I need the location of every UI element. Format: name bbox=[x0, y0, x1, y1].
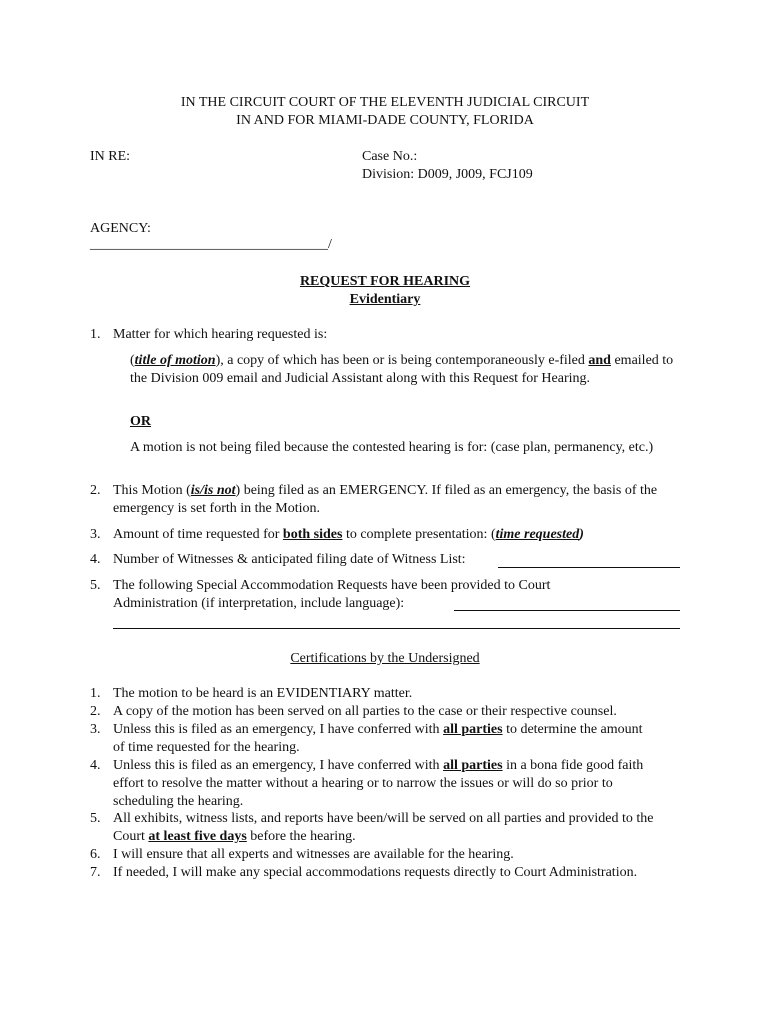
cert-1-text: The motion to be heard is an EVIDENTIARY matter. bbox=[113, 686, 413, 701]
item-3-end: ) bbox=[579, 527, 584, 542]
and-emphasis: and bbox=[588, 353, 611, 368]
item-5-line-1: The following Special Accommodation Requests have been provided to Court bbox=[113, 578, 551, 593]
cert-3-pre: Unless this is filed as an emergency, I have conferred with bbox=[113, 722, 444, 737]
accommodation-blank-line-2[interactable] bbox=[113, 628, 680, 629]
five-days-emphasis: at least five days bbox=[148, 829, 247, 844]
paragraph-text-rest: emailed to the Division 009 email and Judicial Assistant along with this Request for Hearing. bbox=[130, 353, 674, 386]
case-number-label: Case No.: bbox=[362, 149, 418, 164]
item-2-rest: ) being filed as an EMERGENCY. If filed as an emergency, the basis of the emergency is set forth in the Motion. bbox=[113, 483, 658, 516]
cert-2-text: A copy of the motion has been served on all parties to the case or their respective counsel. bbox=[113, 704, 617, 719]
cert-7-text: If needed, I will make any special accommodations requests directly to Court Administration. bbox=[113, 865, 638, 880]
witness-list-blank-line[interactable] bbox=[498, 567, 680, 568]
item-3-mid: to complete presentation: ( bbox=[342, 527, 496, 542]
cert-4-pre: Unless this is filed as an emergency, I have conferred with bbox=[113, 758, 444, 773]
court-line-2: IN AND FOR MIAMI-DADE COUNTY, FLORIDA bbox=[236, 113, 534, 128]
cert-number-7: 7. bbox=[90, 865, 101, 880]
item-4-text: Number of Witnesses & anticipated filing date of Witness List: bbox=[113, 552, 466, 567]
in-re-label: IN RE: bbox=[90, 149, 131, 164]
item-2-text bbox=[113, 482, 673, 518]
item-1-paragraph-motion bbox=[130, 352, 675, 388]
all-parties-emphasis: all parties bbox=[443, 758, 503, 773]
is-is-not-field: is/is not bbox=[190, 483, 236, 498]
item-number-4: 4. bbox=[90, 552, 101, 567]
document-subtitle: Evidentiary bbox=[349, 292, 421, 307]
item-number-5: 5. bbox=[90, 578, 101, 593]
division-label: Division: D009, J009, FCJ109 bbox=[362, 167, 533, 182]
accommodation-blank-line-1[interactable] bbox=[454, 610, 680, 611]
cert-3-text bbox=[113, 721, 653, 757]
item-1-paragraph-contested: A motion is not being filed because the contested hearing is for: (case plan, permanency, etc.) bbox=[130, 440, 654, 455]
cert-5-text bbox=[113, 810, 680, 846]
title-of-motion-field: title of motion bbox=[134, 353, 216, 368]
cert-number-2: 2. bbox=[90, 704, 101, 719]
cert-number-4: 4. bbox=[90, 758, 101, 773]
item-number-2: 2. bbox=[90, 483, 101, 498]
agency-label: AGENCY: bbox=[90, 221, 151, 236]
item-2-pre: This Motion ( bbox=[113, 483, 191, 498]
or-separator: OR bbox=[130, 414, 151, 429]
paragraph-text: ), a copy of which has been or is being contemporaneously e-filed bbox=[215, 353, 589, 368]
item-number-3: 3. bbox=[90, 527, 101, 542]
cert-3-rest: to determine the amount of time requested for the hearing. bbox=[113, 722, 643, 755]
all-parties-emphasis: all parties bbox=[443, 722, 503, 737]
cert-6-text: I will ensure that all experts and witnesses are available for the hearing. bbox=[113, 847, 514, 862]
cert-number-1: 1. bbox=[90, 686, 101, 701]
item-5-line-2: Administration (if interpretation, include language): bbox=[113, 596, 405, 611]
cert-number-3: 3. bbox=[90, 722, 101, 737]
item-1-text: Matter for which hearing requested is: bbox=[113, 327, 328, 342]
item-3-text bbox=[113, 526, 584, 544]
agency-signature-line: __________________________________/ bbox=[90, 237, 332, 252]
court-line-1: IN THE CIRCUIT COURT OF THE ELEVENTH JUDICIAL CIRCUIT bbox=[180, 95, 590, 110]
both-sides-emphasis: both sides bbox=[282, 527, 343, 542]
item-number-1: 1. bbox=[90, 327, 101, 342]
cert-number-5: 5. bbox=[90, 811, 101, 826]
item-3-pre: Amount of time requested for bbox=[113, 527, 283, 542]
certifications-heading: Certifications by the Undersigned bbox=[290, 651, 480, 666]
cert-4-rest: in a bona fide good faith effort to resolve the matter without a hearing or to narrow the issues or will do so prior to scheduling the hearing. bbox=[113, 758, 644, 809]
cert-5-pre: All exhibits, witness lists, and reports have been/will be served on all parties and provided to the Court bbox=[113, 811, 654, 844]
document-title: REQUEST FOR HEARING bbox=[299, 274, 471, 289]
cert-number-6: 6. bbox=[90, 847, 101, 862]
cert-5-rest: before the hearing. bbox=[246, 829, 356, 844]
time-requested-field: time requested bbox=[495, 527, 580, 542]
paren-open: ( bbox=[130, 353, 135, 368]
cert-4-text bbox=[113, 757, 673, 811]
